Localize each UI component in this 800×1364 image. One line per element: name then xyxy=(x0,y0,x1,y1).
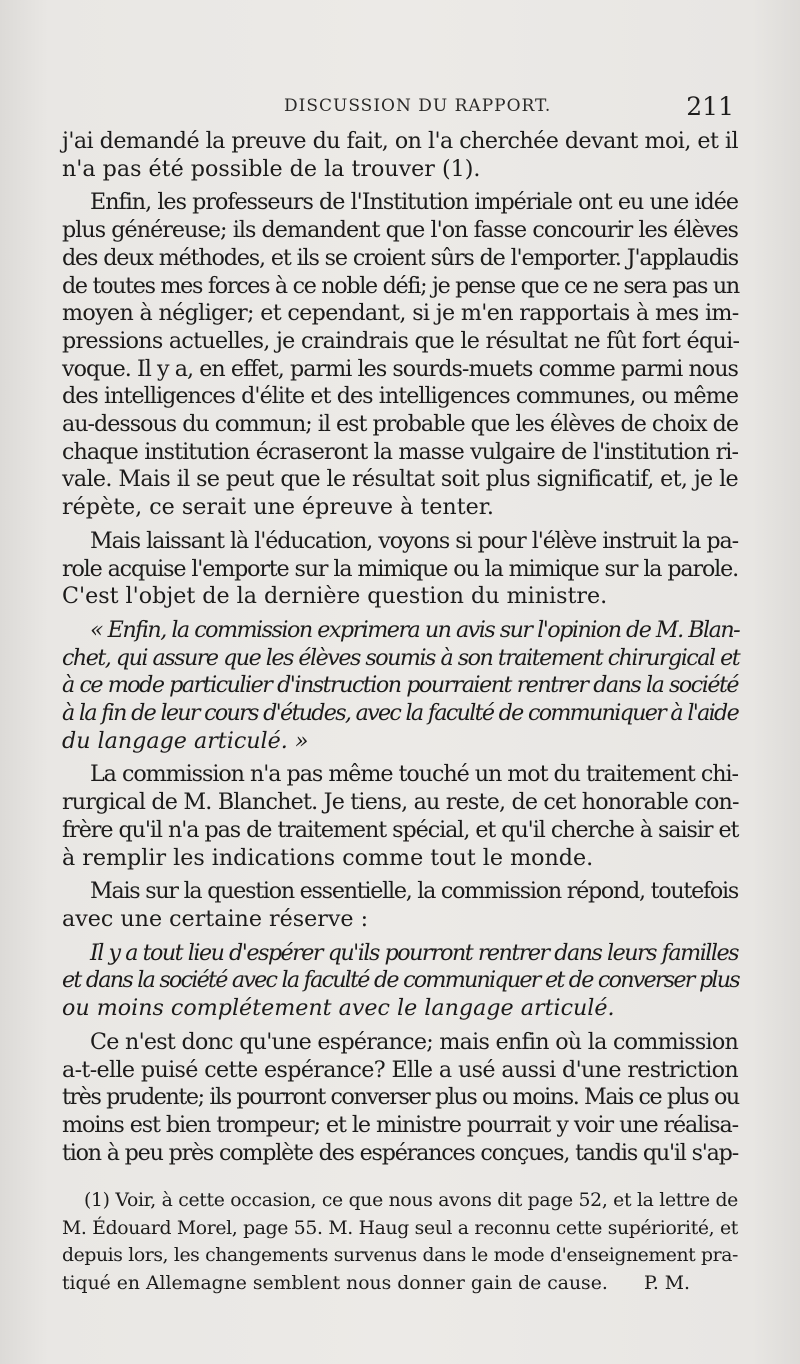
commission-answer-quote xyxy=(62,940,738,1023)
text-line: Mais laissant là l'éducation, voyons si pour l'élève instruit la pa- xyxy=(90,527,738,554)
text-line: de toutes mes forces à ce noble défi; je pense que ce ne sera pas un xyxy=(62,272,739,299)
text-line: La commission n'a pas même touché un mot du traitement chi- xyxy=(90,761,738,788)
text-line: Ce n'est donc qu'une espérance; mais enfin où la commission xyxy=(90,1028,738,1055)
text-line: rurgical de M. Blanchet. Je tiens, au reste, de cet honorable con- xyxy=(62,789,739,816)
text-line: ou moins complétement avec le langage articulé. xyxy=(62,995,615,1022)
text-line: répète, ce serait une épreuve à tenter. xyxy=(62,494,494,521)
text-line: du langage articulé. » xyxy=(62,727,309,754)
text-line: vale. Mais il se peut que le résultat soit plus significatif, et, je le xyxy=(62,466,738,493)
text-line: « Enfin, la commission exprimera un avis sur l'opinion de M. Blan- xyxy=(90,616,740,643)
paragraph xyxy=(62,1029,738,1168)
text-line: j'ai demandé la preuve du fait, on l'a cherchée devant moi, et il xyxy=(62,128,738,154)
paragraph xyxy=(62,528,738,611)
page-header xyxy=(62,92,738,122)
text-line: chaque institution écraseront la masse vulgaire de l'institution ri- xyxy=(62,438,738,465)
text-line: pressions actuelles, je craindrais que le résultat ne fût fort équi- xyxy=(62,327,740,354)
text-line: tion à peu près complète des espérances conçues, tandis qu'il s'ap- xyxy=(62,1139,738,1166)
text-line: et dans la société avec la faculté de communiquer et de converser plus xyxy=(62,967,739,994)
text-line: moins est bien trompeur; et le ministre pourrait y voir une réalisa- xyxy=(62,1111,738,1138)
text-line: à remplir les indications comme tout le monde. xyxy=(62,844,594,871)
text-line: au-dessous du commun; il est probable que les élèves de choix de xyxy=(62,411,738,438)
text-line: avec une certaine réserve : xyxy=(62,905,369,932)
text-line: à ce mode particulier d'instruction pourraient rentrer dans la société xyxy=(62,672,738,699)
text-line: Mais sur la question essentielle, la commission répond, toutefois xyxy=(90,878,739,905)
text-line: voque. Il y a, en effet, parmi les sourds-muets comme parmi nous xyxy=(62,355,738,382)
text-line: C'est l'objet de la dernière question du ministre. xyxy=(62,583,608,610)
text-line: a-t-elle puisé cette espérance? Elle a usé aussi d'une restriction xyxy=(62,1056,738,1083)
footnote-line-last xyxy=(62,1270,738,1298)
page-number: 211 xyxy=(686,92,734,121)
paragraph xyxy=(62,189,738,521)
text-line: chet, qui assure que les élèves soumis à son traitement chirurgical et xyxy=(62,644,740,671)
footnote xyxy=(62,1187,738,1297)
text-line: à la fin de leur cours d'études, avec la faculté de communiquer à l'aide xyxy=(62,700,738,727)
text-line: Enfin, les professeurs de l'Institution impériale ont eu une idée xyxy=(90,189,738,216)
text-line: plus généreuse; ils demandent que l'on fasse concourir les élèves xyxy=(62,217,738,244)
text-line: des intelligences d'élite et des intelligences communes, ou même xyxy=(62,383,738,410)
paragraph xyxy=(62,878,738,933)
paragraph xyxy=(62,761,738,872)
text-line: des deux méthodes, et ils se croient sûrs de l'emporter. J'applaudis xyxy=(62,244,738,271)
paragraph xyxy=(62,128,738,183)
footnote-line: depuis lors, les changements survenus dans le mode d'enseignement pra- xyxy=(62,1245,738,1266)
running-head: DISCUSSION DU RAPPORT. xyxy=(284,96,552,116)
footnote-text: tiqué en Allemagne semblent nous donner gain de cause. xyxy=(62,1272,608,1294)
footnote-line: (1) Voir, à cette occasion, ce que nous avons dit page 52, et la lettre de xyxy=(84,1190,738,1211)
text-line: moyen à négliger; et cependant, si je m'en rapportais à mes im- xyxy=(62,300,739,327)
main-text xyxy=(62,128,738,1167)
footnote-line: M. Édouard Morel, page 55. M. Haug seul a reconnu cette supériorité, et xyxy=(62,1217,738,1239)
text-line: Il y a tout lieu d'espérer qu'ils pourront rentrer dans leurs familles xyxy=(90,939,738,966)
ministerial-question-quote xyxy=(62,617,738,756)
text-line: frère qu'il n'a pas de traitement spécial, et qu'il cherche à saisir et xyxy=(62,816,739,843)
footnote-signature: P. M. xyxy=(644,1272,690,1294)
text-line: n'a pas été possible de la trouver (1). xyxy=(62,155,481,182)
text-line: très prudente; ils pourront converser plus ou moins. Mais ce plus ou xyxy=(62,1084,739,1111)
text-line: role acquise l'emporte sur la mimique ou la mimique sur la parole. xyxy=(62,555,738,582)
